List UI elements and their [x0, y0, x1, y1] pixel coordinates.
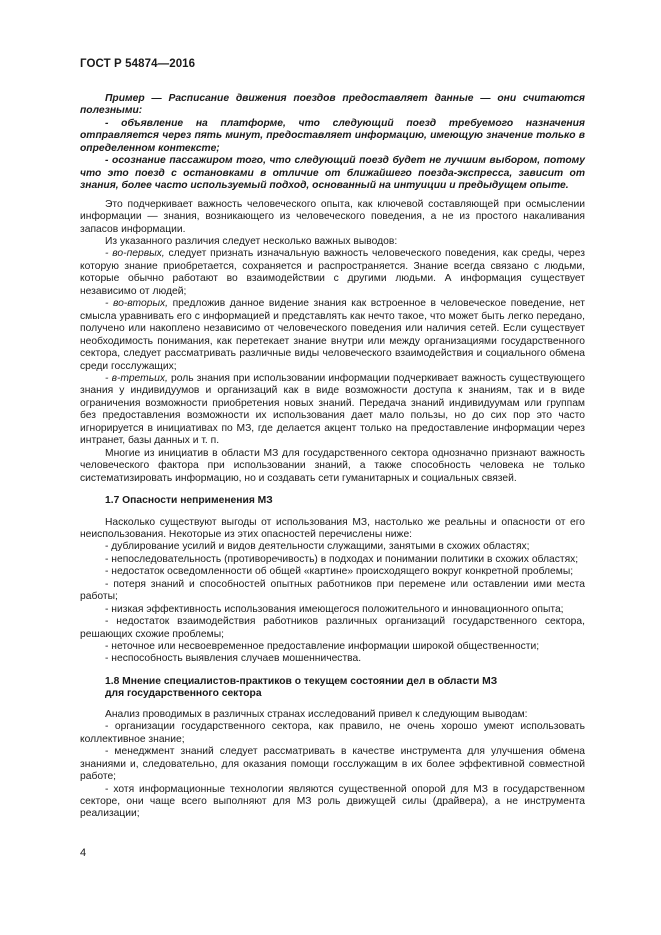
list-lead: - в-третьих,: [105, 372, 168, 384]
list-lead: - во-первых,: [105, 248, 165, 260]
list-item: - низкая эффективность использования имеющегося положительного и инновационного опыта;: [105, 603, 564, 615]
page-content: [80, 93, 585, 821]
paragraph: Это подчеркивает важность человеческого опыта, как ключевой составляющей при осмыслении информации — знания, возникающего из человеческого поведения, а не из простого накаливания запасов информации.: [80, 198, 585, 235]
list-item: - недостаток осведомленности об общей «картине» происходящего вокруг конкретной проблемы;: [105, 566, 574, 578]
page-number: 4: [80, 847, 87, 859]
example-intro: Пример — Расписание движения поездов предоставляет данные — они считаются полезными:: [80, 93, 585, 117]
list-item: - потеря знаний и способностей опытных работников при перемене или оставлении ими места работы;: [80, 578, 585, 603]
list-item: [80, 298, 585, 373]
example-item: - осознание пассажиром того, что следующий поезд будет не лучшим выбором, потому что это поезд с остановками в отличие от ближайшего поезда-экспресса, зависит от знания, более часто используемый подход, основанный на интуиции и предыдущем опыте.: [80, 155, 585, 192]
list-item: - неточное или несвоевременное предоставление информации широкой общественности;: [105, 641, 540, 653]
list-item: - менеджмент знаний следует рассматривать в качестве инструмента для улучшения обмена знаниями и, следовательно, для оказания помощи госслужащим в их более эффективной совместной работе;: [80, 746, 585, 783]
paragraph: Насколько существуют выгоды от использования МЗ, настолько же реальны и опасности от его неиспользования. Некоторые из этих опасностей перечислены ниже:: [80, 516, 585, 540]
list-item: - непоследовательность (противоречивость) в подходах и понимании политики в схожих областях;: [105, 553, 579, 565]
list-item: [80, 248, 585, 298]
list-lead: - во-вторых,: [105, 298, 169, 310]
document-code: ГОСТ Р 54874—2016: [80, 58, 196, 70]
section-heading-continued: для государственного сектора: [105, 688, 262, 700]
list-text: роль знания при использовании информации подчеркивает важность существующего знания у индивидуумов и организаций как в виде возможности доступа к знаниям, так и в виде ограничения возможности приобретения новых знаний. Передача знаний индивидуумам или группам без предоставления возможности их использования дает мало пользы, но до сих пор это часто игнорируется в инициативах по МЗ, где делается акцент только на предоставление информации через интранет, базы данных и т. п.: [80, 372, 585, 447]
list-text: следует признать изначальную важность человеческого поведения, как среды, через которую знание приобретается, сохраняется и распространяется. Знание всегда связано с людьми, которые обычно работают во взаимодействии с другими людьми. А информация существует независимо от людей;: [80, 248, 585, 297]
list-item: - дублирование усилий и видов деятельности служащими, занятыми в схожих областях;: [105, 541, 530, 553]
example-item: - объявление на платформе, что следующий поезд требуемого назначения отправляется через пять минут, предоставляет информацию, имеющую значение только в определенном контексте;: [80, 117, 585, 154]
list-item: - неспособность выявления случаев мошенничества.: [105, 653, 362, 665]
list-item: - недостаток взаимодействия работников различных организаций государственного сектора, решающих схожие проблемы;: [80, 616, 585, 640]
list-item: - хотя информационные технологии являются существенной опорой для МЗ в государственном секторе, они чаще всего выполняют для МЗ роль движущей силы (драйвера), а не инструмента реализации;: [80, 783, 585, 820]
section-heading: 1.7 Опасности неприменения МЗ: [105, 495, 273, 507]
section-heading: 1.8 Мнение специалистов-практиков о текущем состоянии дел в области МЗ: [105, 675, 498, 687]
paragraph: Многие из инициатив в области МЗ для государственного сектора однозначно признают важность человеческого фактора при использовании знаний, а также способность человека не только систематизировать информацию, но и создавать сети гуманитарных и социальных связей.: [80, 447, 585, 484]
list-item: - организации государственного сектора, как правило, не очень хорошо умеют использовать коллективное знание;: [80, 721, 585, 745]
list-text: предложив данное видение знания как встроенное в человеческое поведение, нет смысла уравнивать его с информацией и представлять как нечто такое, что может быть легко передано, получено или накоплено независимо от человеческого поведения или наличия сетей. Если существует необходимость понимания, как перетекает знание внутри или между организациями государственного сектора, следует рассматривать различные виды человеческого взаимодействия и социального обмена среди госслужащих;: [80, 298, 585, 372]
paragraph: Анализ проводимых в различных странах исследований привел к следующим выводам:: [105, 708, 528, 720]
list-item: [80, 373, 585, 448]
paragraph: Из указанного различия следует несколько важных выводов:: [105, 235, 398, 247]
